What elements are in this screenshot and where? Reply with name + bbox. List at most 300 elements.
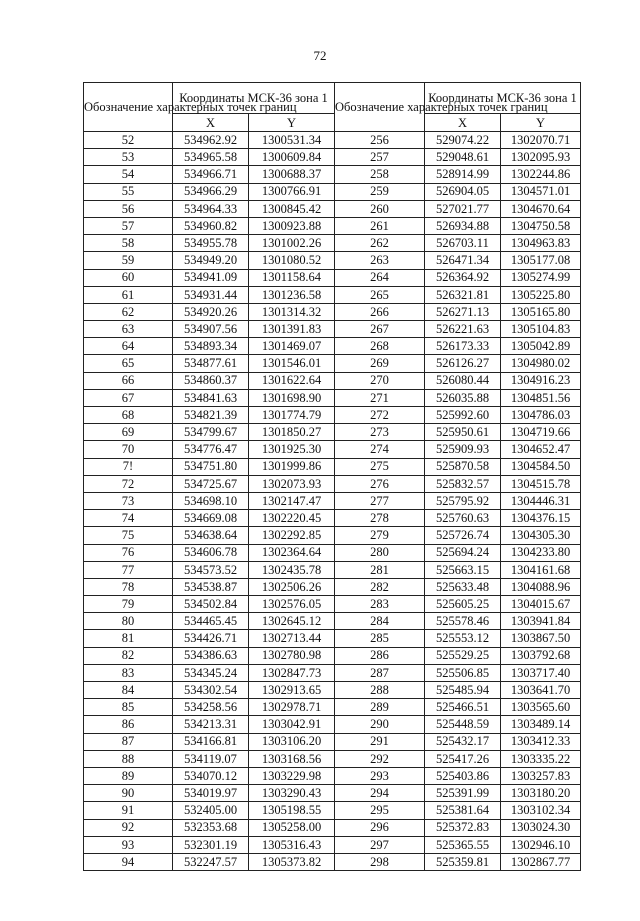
point-number-left: 58 <box>84 235 173 252</box>
table-row <box>84 149 581 166</box>
table-row <box>84 217 581 234</box>
point-number-right: 286 <box>335 647 425 664</box>
coord-y-right: 1302946.10 <box>501 836 581 853</box>
coord-x-left: 532353.68 <box>173 819 249 836</box>
coord-y-right: 1304161.68 <box>501 561 581 578</box>
coord-y-right: 1304963.83 <box>501 235 581 252</box>
point-number-right: 273 <box>335 424 425 441</box>
coord-y-left: 1301236.58 <box>249 286 335 303</box>
point-number-right: 287 <box>335 664 425 681</box>
coord-y-left: 1302913.65 <box>249 682 335 699</box>
coord-x-right: 526221.63 <box>425 321 501 338</box>
table-row <box>84 269 581 286</box>
coord-x-right: 525832.57 <box>425 475 501 492</box>
coord-x-left: 534606.78 <box>173 544 249 561</box>
coord-y-left: 1302220.45 <box>249 510 335 527</box>
point-number-left: 59 <box>84 252 173 269</box>
table-row <box>84 819 581 836</box>
coord-y-left: 1302847.73 <box>249 664 335 681</box>
point-number-left: 91 <box>84 802 173 819</box>
header-y-right: Y <box>501 114 581 132</box>
point-number-left: 82 <box>84 647 173 664</box>
coord-y-left: 1300766.91 <box>249 183 335 200</box>
coordinates-table <box>83 82 581 871</box>
coord-x-right: 526934.88 <box>425 217 501 234</box>
coord-y-left: 1302435.78 <box>249 561 335 578</box>
table-row <box>84 235 581 252</box>
coord-y-right: 1303565.60 <box>501 699 581 716</box>
point-number-left: 64 <box>84 338 173 355</box>
header-x-left: X <box>173 114 249 132</box>
coord-x-left: 534725.67 <box>173 475 249 492</box>
coord-x-right: 525359.81 <box>425 853 501 870</box>
table-row <box>84 338 581 355</box>
coord-y-right: 1305165.80 <box>501 303 581 320</box>
coord-x-right: 525372.83 <box>425 819 501 836</box>
coord-x-left: 532301.19 <box>173 836 249 853</box>
coord-y-left: 1305258.00 <box>249 819 335 836</box>
point-number-left: 63 <box>84 321 173 338</box>
coord-x-left: 534964.33 <box>173 200 249 217</box>
coord-x-left: 534907.56 <box>173 321 249 338</box>
coord-y-right: 1303867.50 <box>501 630 581 647</box>
coord-y-left: 1301698.90 <box>249 389 335 406</box>
page-number: 72 <box>313 48 327 63</box>
coord-y-left: 1303042.91 <box>249 716 335 733</box>
point-number-left: 76 <box>84 544 173 561</box>
coord-y-right: 1303102.34 <box>501 802 581 819</box>
coord-y-right: 1304015.67 <box>501 596 581 613</box>
coord-y-left: 1302978.71 <box>249 699 335 716</box>
table-row <box>84 613 581 630</box>
coord-y-right: 1302070.71 <box>501 132 581 149</box>
coord-y-left: 1300688.37 <box>249 166 335 183</box>
coord-y-left: 1301080.52 <box>249 252 335 269</box>
coord-y-right: 1304571.01 <box>501 183 581 200</box>
coord-x-left: 534966.71 <box>173 166 249 183</box>
coord-x-left: 534931.44 <box>173 286 249 303</box>
point-number-left: 7! <box>84 458 173 475</box>
coord-y-left: 1305373.82 <box>249 853 335 870</box>
table-row <box>84 372 581 389</box>
coord-x-right: 525529.25 <box>425 647 501 664</box>
point-number-right: 292 <box>335 750 425 767</box>
coord-y-right: 1302867.77 <box>501 853 581 870</box>
coord-y-left: 1302713.44 <box>249 630 335 647</box>
point-number-left: 52 <box>84 132 173 149</box>
point-number-right: 270 <box>335 372 425 389</box>
coord-y-left: 1301546.01 <box>249 355 335 372</box>
point-number-left: 70 <box>84 441 173 458</box>
point-number-left: 86 <box>84 716 173 733</box>
table-row <box>84 389 581 406</box>
coord-y-right: 1303941.84 <box>501 613 581 630</box>
table-row <box>84 699 581 716</box>
coord-x-right: 525909.93 <box>425 441 501 458</box>
point-number-right: 274 <box>335 441 425 458</box>
table-row <box>84 492 581 509</box>
coord-y-left: 1301314.32 <box>249 303 335 320</box>
point-number-right: 260 <box>335 200 425 217</box>
coord-x-left: 534386.63 <box>173 647 249 664</box>
point-number-left: 57 <box>84 217 173 234</box>
point-number-left: 93 <box>84 836 173 853</box>
coord-y-left: 1303168.56 <box>249 750 335 767</box>
header-row-main <box>84 83 581 114</box>
coord-x-left: 532247.57 <box>173 853 249 870</box>
header-coords-label-left: Координаты МСК-36 зона 1 <box>173 83 335 114</box>
point-number-right: 295 <box>335 802 425 819</box>
table-row <box>84 407 581 424</box>
coord-x-left: 534638.64 <box>173 527 249 544</box>
point-number-right: 263 <box>335 252 425 269</box>
point-number-right: 288 <box>335 682 425 699</box>
header-point-label-right: Обозначение характерных точек границ <box>335 83 425 132</box>
coord-x-left: 532405.00 <box>173 802 249 819</box>
coord-x-right: 525950.61 <box>425 424 501 441</box>
coord-y-right: 1304670.64 <box>501 200 581 217</box>
point-number-left: 81 <box>84 630 173 647</box>
coord-y-right: 1304786.03 <box>501 407 581 424</box>
table-row <box>84 596 581 613</box>
coord-x-left: 534860.37 <box>173 372 249 389</box>
point-number-right: 294 <box>335 785 425 802</box>
coord-x-right: 526904.05 <box>425 183 501 200</box>
coord-y-left: 1302645.12 <box>249 613 335 630</box>
coord-y-right: 1305225.80 <box>501 286 581 303</box>
coord-y-right: 1304719.66 <box>501 424 581 441</box>
coord-x-right: 526364.92 <box>425 269 501 286</box>
point-number-right: 264 <box>335 269 425 286</box>
table-row <box>84 630 581 647</box>
point-number-right: 282 <box>335 578 425 595</box>
coord-y-left: 1301158.64 <box>249 269 335 286</box>
point-number-left: 90 <box>84 785 173 802</box>
table-row <box>84 785 581 802</box>
table-row <box>84 802 581 819</box>
coord-x-right: 525403.86 <box>425 767 501 784</box>
point-number-right: 258 <box>335 166 425 183</box>
coord-y-left: 1300531.34 <box>249 132 335 149</box>
table-row <box>84 355 581 372</box>
coord-x-right: 526321.81 <box>425 286 501 303</box>
point-number-right: 272 <box>335 407 425 424</box>
coord-x-left: 534962.92 <box>173 132 249 149</box>
table-row <box>84 836 581 853</box>
coord-x-left: 534538.87 <box>173 578 249 595</box>
table-row <box>84 458 581 475</box>
coord-x-right: 525448.59 <box>425 716 501 733</box>
table-row <box>84 527 581 544</box>
table-body <box>84 132 581 871</box>
coord-y-right: 1303792.68 <box>501 647 581 664</box>
coord-x-right: 528914.99 <box>425 166 501 183</box>
point-number-left: 66 <box>84 372 173 389</box>
coord-y-left: 1302364.64 <box>249 544 335 561</box>
point-number-left: 74 <box>84 510 173 527</box>
coord-x-right: 525381.64 <box>425 802 501 819</box>
coord-x-right: 525663.15 <box>425 561 501 578</box>
point-number-left: 88 <box>84 750 173 767</box>
table-row <box>84 200 581 217</box>
point-number-left: 54 <box>84 166 173 183</box>
point-number-left: 53 <box>84 149 173 166</box>
coord-x-right: 526471.34 <box>425 252 501 269</box>
point-number-right: 276 <box>335 475 425 492</box>
coord-x-left: 534949.20 <box>173 252 249 269</box>
point-number-right: 277 <box>335 492 425 509</box>
coord-y-left: 1303106.20 <box>249 733 335 750</box>
coord-x-left: 534502.84 <box>173 596 249 613</box>
coord-y-right: 1304088.96 <box>501 578 581 595</box>
coord-y-right: 1304750.58 <box>501 217 581 234</box>
table-row <box>84 303 581 320</box>
coord-y-right: 1302244.86 <box>501 166 581 183</box>
coord-y-right: 1304584.50 <box>501 458 581 475</box>
coord-x-right: 525992.60 <box>425 407 501 424</box>
table-row <box>84 424 581 441</box>
point-number-left: 62 <box>84 303 173 320</box>
table-row <box>84 664 581 681</box>
table-row <box>84 716 581 733</box>
coord-y-left: 1302506.26 <box>249 578 335 595</box>
point-number-right: 261 <box>335 217 425 234</box>
point-number-left: 73 <box>84 492 173 509</box>
point-number-left: 79 <box>84 596 173 613</box>
point-number-left: 80 <box>84 613 173 630</box>
coord-x-right: 529074.22 <box>425 132 501 149</box>
coord-y-right: 1303024.30 <box>501 819 581 836</box>
coord-x-left: 534821.39 <box>173 407 249 424</box>
coord-y-right: 1303180.20 <box>501 785 581 802</box>
point-number-right: 275 <box>335 458 425 475</box>
point-number-left: 69 <box>84 424 173 441</box>
coord-y-left: 1305198.55 <box>249 802 335 819</box>
coord-x-left: 534345.24 <box>173 664 249 681</box>
point-number-left: 67 <box>84 389 173 406</box>
point-number-right: 285 <box>335 630 425 647</box>
coord-y-right: 1304851.56 <box>501 389 581 406</box>
point-number-right: 283 <box>335 596 425 613</box>
coord-x-right: 525870.58 <box>425 458 501 475</box>
table-row <box>84 252 581 269</box>
coord-y-right: 1303717.40 <box>501 664 581 681</box>
coord-x-left: 534776.47 <box>173 441 249 458</box>
coord-y-right: 1304446.31 <box>501 492 581 509</box>
coord-y-right: 1305177.08 <box>501 252 581 269</box>
coord-y-right: 1304515.78 <box>501 475 581 492</box>
point-number-right: 259 <box>335 183 425 200</box>
point-number-left: 94 <box>84 853 173 870</box>
point-number-left: 72 <box>84 475 173 492</box>
coord-x-right: 525417.26 <box>425 750 501 767</box>
table-row <box>84 647 581 664</box>
coord-y-left: 1301850.27 <box>249 424 335 441</box>
table-row <box>84 561 581 578</box>
table-row <box>84 767 581 784</box>
coord-y-left: 1302147.47 <box>249 492 335 509</box>
coord-y-left: 1305316.43 <box>249 836 335 853</box>
coord-y-right: 1303257.83 <box>501 767 581 784</box>
header-x-right: X <box>425 114 501 132</box>
coord-y-right: 1304980.02 <box>501 355 581 372</box>
coord-y-right: 1303641.70 <box>501 682 581 699</box>
coord-x-left: 534751.80 <box>173 458 249 475</box>
table-row <box>84 321 581 338</box>
point-number-left: 75 <box>84 527 173 544</box>
table-row <box>84 682 581 699</box>
point-number-left: 84 <box>84 682 173 699</box>
coord-y-right: 1302095.93 <box>501 149 581 166</box>
point-number-right: 256 <box>335 132 425 149</box>
coord-x-left: 534465.45 <box>173 613 249 630</box>
point-number-right: 289 <box>335 699 425 716</box>
coord-x-right: 526173.33 <box>425 338 501 355</box>
coord-x-right: 525506.85 <box>425 664 501 681</box>
point-number-left: 78 <box>84 578 173 595</box>
point-number-right: 284 <box>335 613 425 630</box>
coord-x-left: 534920.26 <box>173 303 249 320</box>
point-number-right: 267 <box>335 321 425 338</box>
coord-y-left: 1300845.42 <box>249 200 335 217</box>
coord-x-right: 526271.13 <box>425 303 501 320</box>
coord-y-right: 1304305.30 <box>501 527 581 544</box>
coord-x-left: 534893.34 <box>173 338 249 355</box>
coord-x-left: 534965.58 <box>173 149 249 166</box>
point-number-left: 77 <box>84 561 173 578</box>
point-number-right: 297 <box>335 836 425 853</box>
point-number-left: 92 <box>84 819 173 836</box>
coord-x-right: 525432.17 <box>425 733 501 750</box>
coord-x-left: 534698.10 <box>173 492 249 509</box>
coord-y-right: 1304916.23 <box>501 372 581 389</box>
point-number-left: 56 <box>84 200 173 217</box>
coord-y-right: 1303412.33 <box>501 733 581 750</box>
coord-x-right: 525633.48 <box>425 578 501 595</box>
point-number-right: 266 <box>335 303 425 320</box>
table-header <box>84 83 581 132</box>
point-number-right: 278 <box>335 510 425 527</box>
coord-x-left: 534166.81 <box>173 733 249 750</box>
point-number-right: 296 <box>335 819 425 836</box>
coord-x-right: 525795.92 <box>425 492 501 509</box>
point-number-right: 268 <box>335 338 425 355</box>
coord-y-right: 1304233.80 <box>501 544 581 561</box>
coord-y-left: 1301925.30 <box>249 441 335 458</box>
coord-x-left: 534213.31 <box>173 716 249 733</box>
coord-y-right: 1303489.14 <box>501 716 581 733</box>
coord-x-right: 526126.27 <box>425 355 501 372</box>
point-number-left: 61 <box>84 286 173 303</box>
coord-x-right: 525726.74 <box>425 527 501 544</box>
coord-x-right: 525578.46 <box>425 613 501 630</box>
table-row <box>84 441 581 458</box>
coord-x-left: 534070.12 <box>173 767 249 784</box>
header-y-left: Y <box>249 114 335 132</box>
coord-x-right: 526703.11 <box>425 235 501 252</box>
coord-y-left: 1303290.43 <box>249 785 335 802</box>
coord-y-left: 1302780.98 <box>249 647 335 664</box>
coord-x-right: 525553.12 <box>425 630 501 647</box>
point-number-left: 68 <box>84 407 173 424</box>
coord-x-right: 525391.99 <box>425 785 501 802</box>
point-number-right: 269 <box>335 355 425 372</box>
coord-y-right: 1304652.47 <box>501 441 581 458</box>
coord-y-left: 1302073.93 <box>249 475 335 492</box>
table-row <box>84 733 581 750</box>
coord-x-left: 534426.71 <box>173 630 249 647</box>
coord-x-left: 534019.97 <box>173 785 249 802</box>
coord-y-left: 1301002.26 <box>249 235 335 252</box>
point-number-right: 262 <box>335 235 425 252</box>
coord-y-left: 1301999.86 <box>249 458 335 475</box>
point-number-left: 89 <box>84 767 173 784</box>
coord-x-left: 534258.56 <box>173 699 249 716</box>
coord-x-right: 525466.51 <box>425 699 501 716</box>
point-number-left: 65 <box>84 355 173 372</box>
coord-x-left: 534302.54 <box>173 682 249 699</box>
point-number-right: 279 <box>335 527 425 544</box>
coord-x-right: 525365.55 <box>425 836 501 853</box>
coord-x-right: 526080.44 <box>425 372 501 389</box>
coord-y-left: 1302576.05 <box>249 596 335 613</box>
coord-x-left: 534966.29 <box>173 183 249 200</box>
coord-x-left: 534955.78 <box>173 235 249 252</box>
table-row <box>84 132 581 149</box>
header-coords-label-right: Координаты МСК-36 зона 1 <box>425 83 581 114</box>
point-number-right: 298 <box>335 853 425 870</box>
coord-y-right: 1303335.22 <box>501 750 581 767</box>
table-row <box>84 853 581 870</box>
coord-y-right: 1305042.89 <box>501 338 581 355</box>
point-number-left: 60 <box>84 269 173 286</box>
coord-x-left: 534573.52 <box>173 561 249 578</box>
header-point-label-left: Обозначение характерных точек границ <box>84 83 173 132</box>
table-row <box>84 578 581 595</box>
coord-y-left: 1302292.85 <box>249 527 335 544</box>
point-number-right: 280 <box>335 544 425 561</box>
table-row <box>84 510 581 527</box>
coord-x-left: 534877.61 <box>173 355 249 372</box>
table-row <box>84 183 581 200</box>
coord-x-left: 534119.07 <box>173 750 249 767</box>
table-row <box>84 166 581 183</box>
coord-y-right: 1305274.99 <box>501 269 581 286</box>
coord-y-left: 1301391.83 <box>249 321 335 338</box>
table-row <box>84 286 581 303</box>
point-number-left: 85 <box>84 699 173 716</box>
coord-x-right: 529048.61 <box>425 149 501 166</box>
coord-y-left: 1301469.07 <box>249 338 335 355</box>
coord-x-right: 527021.77 <box>425 200 501 217</box>
table-row <box>84 750 581 767</box>
coord-y-left: 1300923.88 <box>249 217 335 234</box>
coord-y-left: 1301622.64 <box>249 372 335 389</box>
coord-x-right: 525694.24 <box>425 544 501 561</box>
coord-y-left: 1301774.79 <box>249 407 335 424</box>
coord-x-right: 525485.94 <box>425 682 501 699</box>
coord-y-left: 1303229.98 <box>249 767 335 784</box>
coord-x-left: 534841.63 <box>173 389 249 406</box>
coord-x-left: 534941.09 <box>173 269 249 286</box>
point-number-right: 290 <box>335 716 425 733</box>
point-number-right: 281 <box>335 561 425 578</box>
point-number-right: 291 <box>335 733 425 750</box>
coord-x-left: 534799.67 <box>173 424 249 441</box>
point-number-right: 271 <box>335 389 425 406</box>
point-number-left: 55 <box>84 183 173 200</box>
coord-x-left: 534669.08 <box>173 510 249 527</box>
